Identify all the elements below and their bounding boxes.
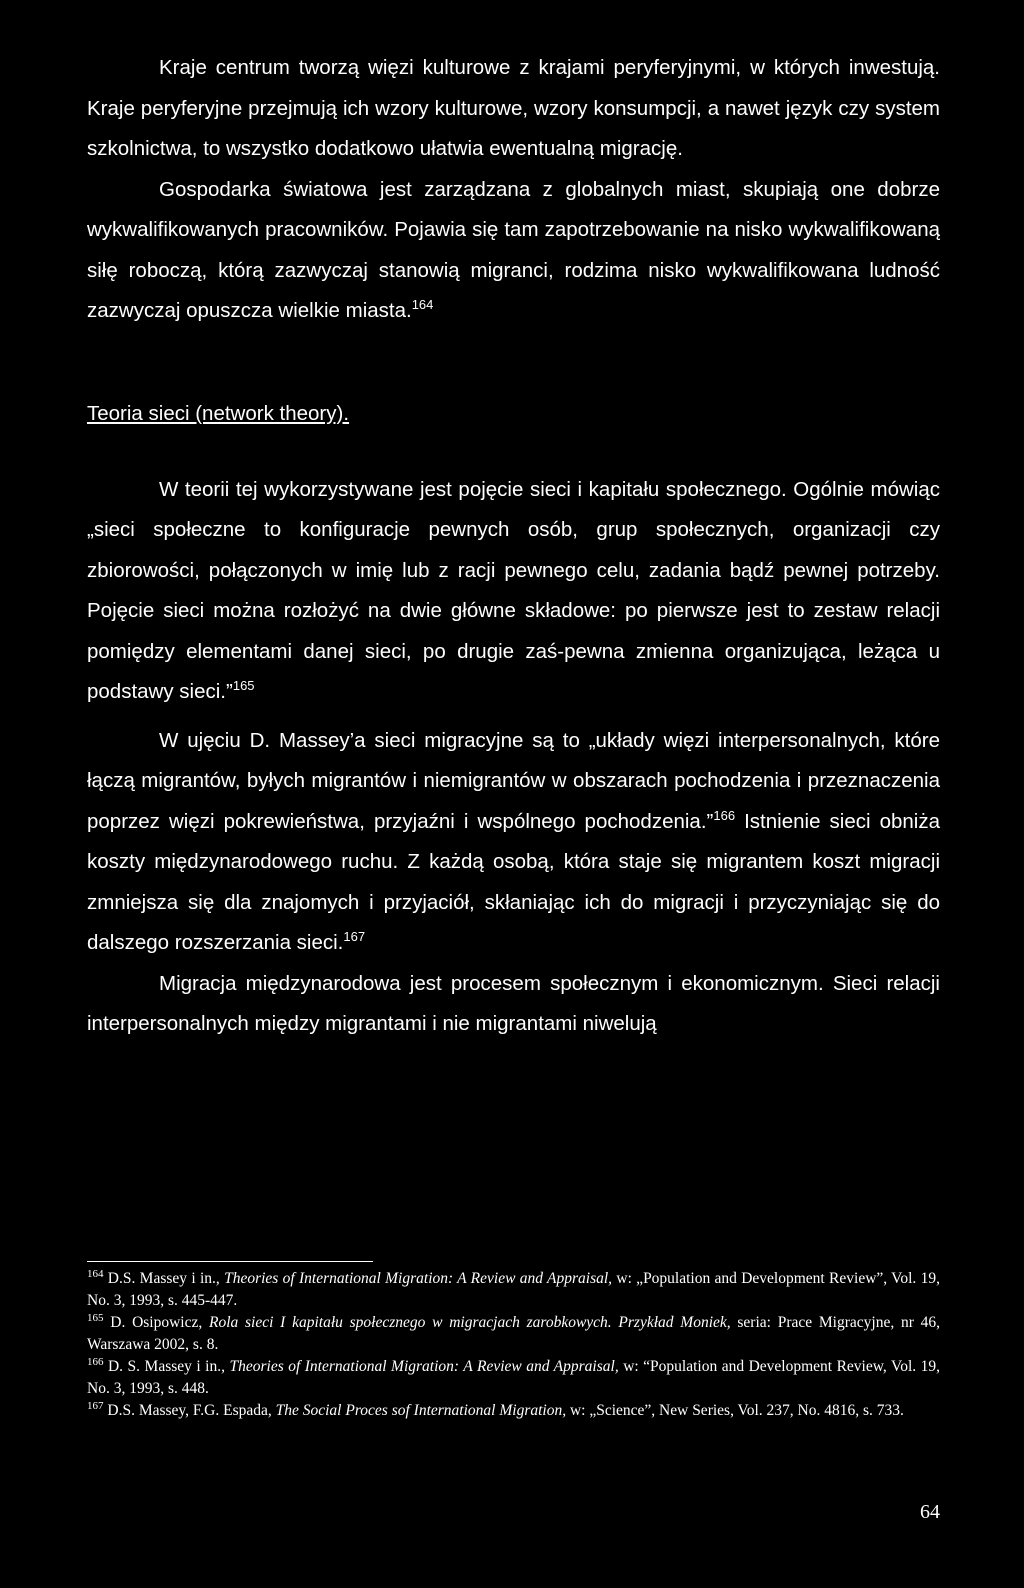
paragraph-text: W ujęciu D. Massey’a sieci migracyjne są to „układy więzi interpersonalnych, które łączą migrantów, byłych migrantów i niemigrantów w obszarach pochodzenia i przeznaczenia poprzez więzi pokrewieństwa, przyjaźni i wspólnego pochodzenia.”	[87, 728, 940, 833]
paragraph-text: W teorii tej wykorzystywane jest pojęcie sieci i kapitału społecznego. Ogólnie mówiąc „sieci społeczne to konfiguracje pewnych osób, grup społecznych, organizacji czy zbiorowości, połączonych w imię lub z racji pewnego celu, zadania bądź pewnej potrzeby. Pojęcie sieci można rozłożyć na dwie główne składowe: po pierwsze jest to zestaw relacji pomiędzy elementami danej sieci, po drugie zaś-pewna zmienna organizująca, leżąca u podstawy sieci.”	[87, 477, 940, 703]
footnote-text: seria: Prace Migracyjne, nr 46, Warszawa 2002, s. 8.	[87, 1314, 940, 1353]
footnote-text: D.S. Massey i in.,	[103, 1270, 225, 1287]
footnote-text: D.S. Massey, F.G. Espada,	[103, 1402, 276, 1419]
footnote-text: w: „Science”, New Series, Vol. 237, No. 4816, s. 733.	[566, 1402, 904, 1419]
footnote-title: Theories of International Migration: A Review and Appraisal,	[224, 1270, 613, 1287]
footnote-title: Theories of International Migration: A Review and Appraisal,	[229, 1358, 619, 1375]
section-heading: Teoria sieci (network theory).	[87, 401, 350, 425]
footnote-number: 166	[87, 1356, 104, 1368]
footnote-divider	[87, 1261, 373, 1262]
paragraph-network-theory	[87, 470, 940, 713]
footnote-ref-167[interactable]: 167	[343, 929, 366, 944]
footnote-166	[87, 1356, 940, 1400]
paragraph-massey	[87, 721, 940, 964]
footnote-164	[87, 1268, 940, 1312]
paragraph-core-periphery	[87, 48, 940, 170]
paragraph-text: Kraje centrum tworzą więzi kulturowe z krajami peryferyjnymi, w których inwestują. Kraje peryferyjne przejmują ich wzory kulturowe, wzory konsumpcji, a nawet język czy system szkolnictwa, to wszystko dodatkowo ułatwia ewentualną migrację.	[87, 56, 940, 160]
footnote-165	[87, 1312, 940, 1356]
page-number: 64	[920, 1501, 940, 1523]
paragraph-text: Istnienie sieci obniża koszty międzynarodowego ruchu. Z każdą osobą, która staje się migrantem koszt migracji zmniejsza się dla znajomych i przyjaciół, skłaniając ich do migracji i przyczyniając się do dalszego rozszerzania sieci.	[87, 809, 940, 954]
footnote-167	[87, 1400, 940, 1422]
page-body	[87, 48, 940, 1045]
footnote-number: 164	[87, 1268, 104, 1280]
footnote-title: Rola sieci I kapitału społecznego w migracjach zarobkowych. Przykład Moniek,	[209, 1314, 731, 1331]
footnote-text: w: „Population and Development Review”, Vol. 19, No. 3, 1993, s. 445-447.	[87, 1270, 940, 1309]
footnote-ref-165[interactable]: 165	[232, 678, 255, 693]
footnote-text: D. Osipowicz,	[103, 1314, 209, 1331]
paragraph-text: Migracja międzynarodowa jest procesem społecznym i ekonomicznym. Sieci relacji interpersonalnych między migrantami i nie migrantami niwelują	[87, 971, 940, 1035]
footnote-number: 165	[87, 1312, 104, 1324]
footnote-number: 167	[87, 1400, 104, 1412]
footnotes	[87, 1268, 940, 1422]
footnote-title: The Social Proces sof International Migration,	[275, 1402, 567, 1419]
paragraph-global-cities	[87, 170, 940, 332]
footnote-ref-164[interactable]: 164	[411, 297, 434, 312]
footnote-text: w: “Population and Development Review, Vol. 19, No. 3, 1993, s. 448.	[87, 1358, 941, 1397]
footnote-ref-166[interactable]: 166	[713, 807, 736, 823]
footnote-text: D. S. Massey i in.,	[103, 1358, 230, 1375]
paragraph-text: Gospodarka światowa jest zarządzana z globalnych miast, skupiają one dobrze wykwalifikowanych pracowników. Pojawia się tam zapotrzebowanie na nisko wykwalifikowaną siłę roboczą, którą zazwyczaj stanowią migranci, rodzima nisko wykwalifikowana ludność zazwyczaj opuszcza wielkie miasta.	[87, 177, 940, 322]
paragraph-international-migration	[87, 964, 940, 1045]
